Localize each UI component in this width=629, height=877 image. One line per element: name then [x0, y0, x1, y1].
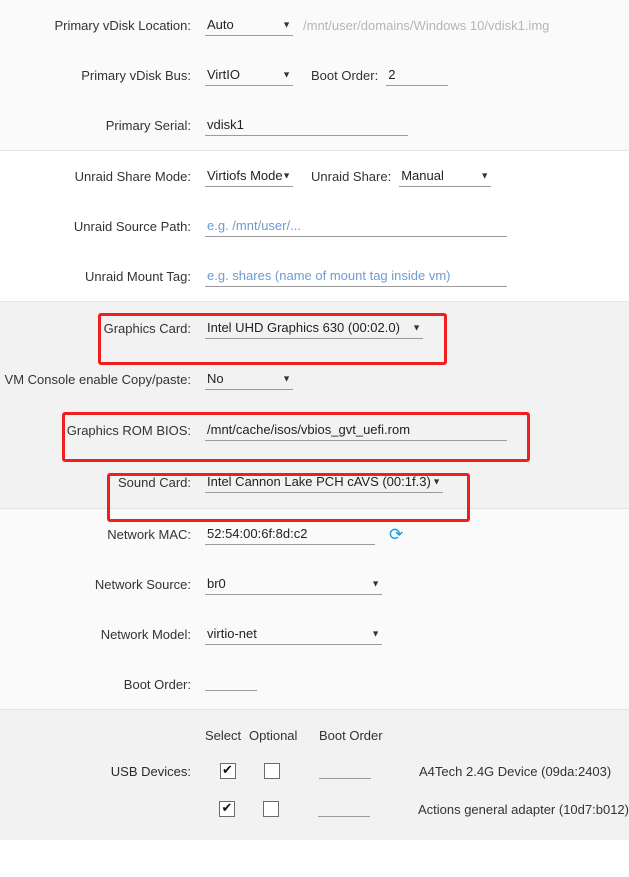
usb-column-optional: Optional	[249, 727, 298, 743]
network-source-label: Network Source:	[94, 576, 191, 592]
chevron-down-icon: ▼	[282, 373, 291, 383]
unraid-source-path-input[interactable]	[205, 216, 507, 237]
primary-vdisk-bus-label: Primary vDisk Bus:	[81, 67, 191, 83]
usb-column-boot-order: Boot Order	[319, 727, 383, 743]
unraid-share-select[interactable]	[399, 166, 491, 187]
chevron-down-icon: ▼	[371, 578, 380, 588]
primary-vdisk-bus-value: VirtIO	[207, 66, 240, 82]
row-network-source	[0, 559, 629, 609]
usb-columns-header	[0, 718, 629, 752]
usb-device-row-1	[0, 752, 629, 790]
usb-optional-checkbox[interactable]	[264, 763, 280, 779]
chevron-down-icon: ▼	[282, 19, 291, 29]
graphics-rom-bios-label: Graphics ROM BIOS:	[66, 422, 191, 438]
network-mac-input[interactable]: 52:54:00:6f:8d:c2	[205, 524, 375, 545]
usb-boot-order-input[interactable]	[318, 802, 370, 817]
primary-serial-input[interactable]: vdisk1	[205, 115, 408, 136]
disk-section	[0, 0, 629, 151]
primary-vdisk-location-select[interactable]	[205, 15, 293, 36]
vm-console-copy-paste-value: No	[207, 370, 224, 386]
network-source-value: br0	[207, 575, 226, 591]
row-unraid-source-path	[0, 201, 629, 251]
usb-device-row-2	[0, 790, 629, 828]
unraid-mount-tag-input[interactable]	[205, 266, 507, 287]
network-source-select[interactable]	[205, 574, 382, 595]
usb-select-checkbox[interactable]	[219, 801, 235, 817]
row-primary-serial	[0, 100, 629, 150]
graphics-card-label: Graphics Card:	[103, 320, 191, 336]
sound-card-label: Sound Card:	[118, 474, 191, 490]
network-model-select[interactable]	[205, 624, 382, 645]
row-network-mac	[0, 509, 629, 559]
unraid-share-mode-select[interactable]	[205, 166, 293, 187]
primary-vdisk-location-label: Primary vDisk Location:	[54, 17, 191, 33]
chevron-down-icon: ▼	[371, 628, 380, 638]
chevron-down-icon: ▼	[282, 170, 291, 180]
chevron-down-icon: ▼	[282, 69, 291, 79]
usb-select-checkbox[interactable]	[220, 763, 236, 779]
row-unraid-mount-tag	[0, 251, 629, 301]
row-network-model	[0, 609, 629, 659]
graphics-section	[0, 302, 629, 509]
network-model-value: virtio-net	[207, 625, 257, 641]
graphics-rom-bios-input[interactable]: /mnt/cache/isos/vbios_gvt_uefi.rom	[205, 420, 507, 441]
graphics-card-value: Intel UHD Graphics 630 (00:02.0)	[207, 319, 400, 335]
unraid-source-path-label: Unraid Source Path:	[73, 218, 191, 234]
row-primary-vdisk-location	[0, 0, 629, 50]
row-vm-console-copy-paste	[0, 354, 629, 404]
boot-order-label: Boot Order:	[311, 67, 379, 83]
unraid-share-value: Manual	[401, 167, 444, 183]
unraid-share-mode-value: Virtiofs Mode	[207, 167, 283, 183]
usb-column-select: Select	[205, 727, 242, 743]
usb-devices-label: USB Devices:	[110, 763, 191, 779]
primary-serial-label: Primary Serial:	[105, 117, 191, 133]
chevron-down-icon: ▼	[432, 476, 441, 486]
row-graphics-card	[0, 302, 629, 354]
row-graphics-rom-bios	[0, 404, 629, 456]
boot-order-input[interactable]: 2	[386, 65, 448, 86]
row-unraid-share-mode	[0, 151, 629, 201]
share-section	[0, 151, 629, 302]
vm-console-copy-paste-select[interactable]	[205, 369, 293, 390]
chevron-down-icon: ▼	[480, 170, 490, 180]
unraid-mount-tag-label: Unraid Mount Tag:	[85, 268, 191, 284]
usb-device-name: A4Tech 2.4G Device (09da:2403)	[419, 763, 612, 779]
usb-device-name: Actions general adapter (10d7:b012)	[417, 801, 629, 817]
sound-card-value: Intel Cannon Lake PCH cAVS (00:1f.3)	[207, 473, 431, 489]
refresh-icon[interactable]: ⟳	[389, 524, 404, 544]
chevron-down-icon: ▼	[412, 322, 421, 332]
graphics-card-select[interactable]	[205, 318, 423, 339]
sound-card-select[interactable]	[205, 472, 443, 493]
primary-vdisk-location-value: Auto	[207, 16, 234, 32]
vm-console-copy-paste-label: VM Console enable Copy/paste:	[4, 371, 191, 387]
primary-vdisk-location-path: /mnt/user/domains/Windows 10/vdisk1.img	[303, 17, 550, 33]
network-mac-label: Network MAC:	[107, 526, 191, 542]
primary-vdisk-bus-select[interactable]	[205, 65, 293, 86]
network-model-label: Network Model:	[100, 626, 191, 642]
row-network-boot-order	[0, 659, 629, 709]
usb-boot-order-input[interactable]	[319, 764, 371, 779]
network-section	[0, 509, 629, 710]
row-primary-vdisk-bus	[0, 50, 629, 100]
network-boot-order-label: Boot Order:	[123, 676, 191, 692]
row-sound-card	[0, 456, 629, 508]
unraid-share-label: Unraid Share:	[311, 168, 392, 184]
network-boot-order-input[interactable]	[205, 677, 257, 691]
usb-optional-checkbox[interactable]	[263, 801, 279, 817]
usb-section	[0, 710, 629, 840]
unraid-share-mode-label: Unraid Share Mode:	[74, 168, 191, 184]
